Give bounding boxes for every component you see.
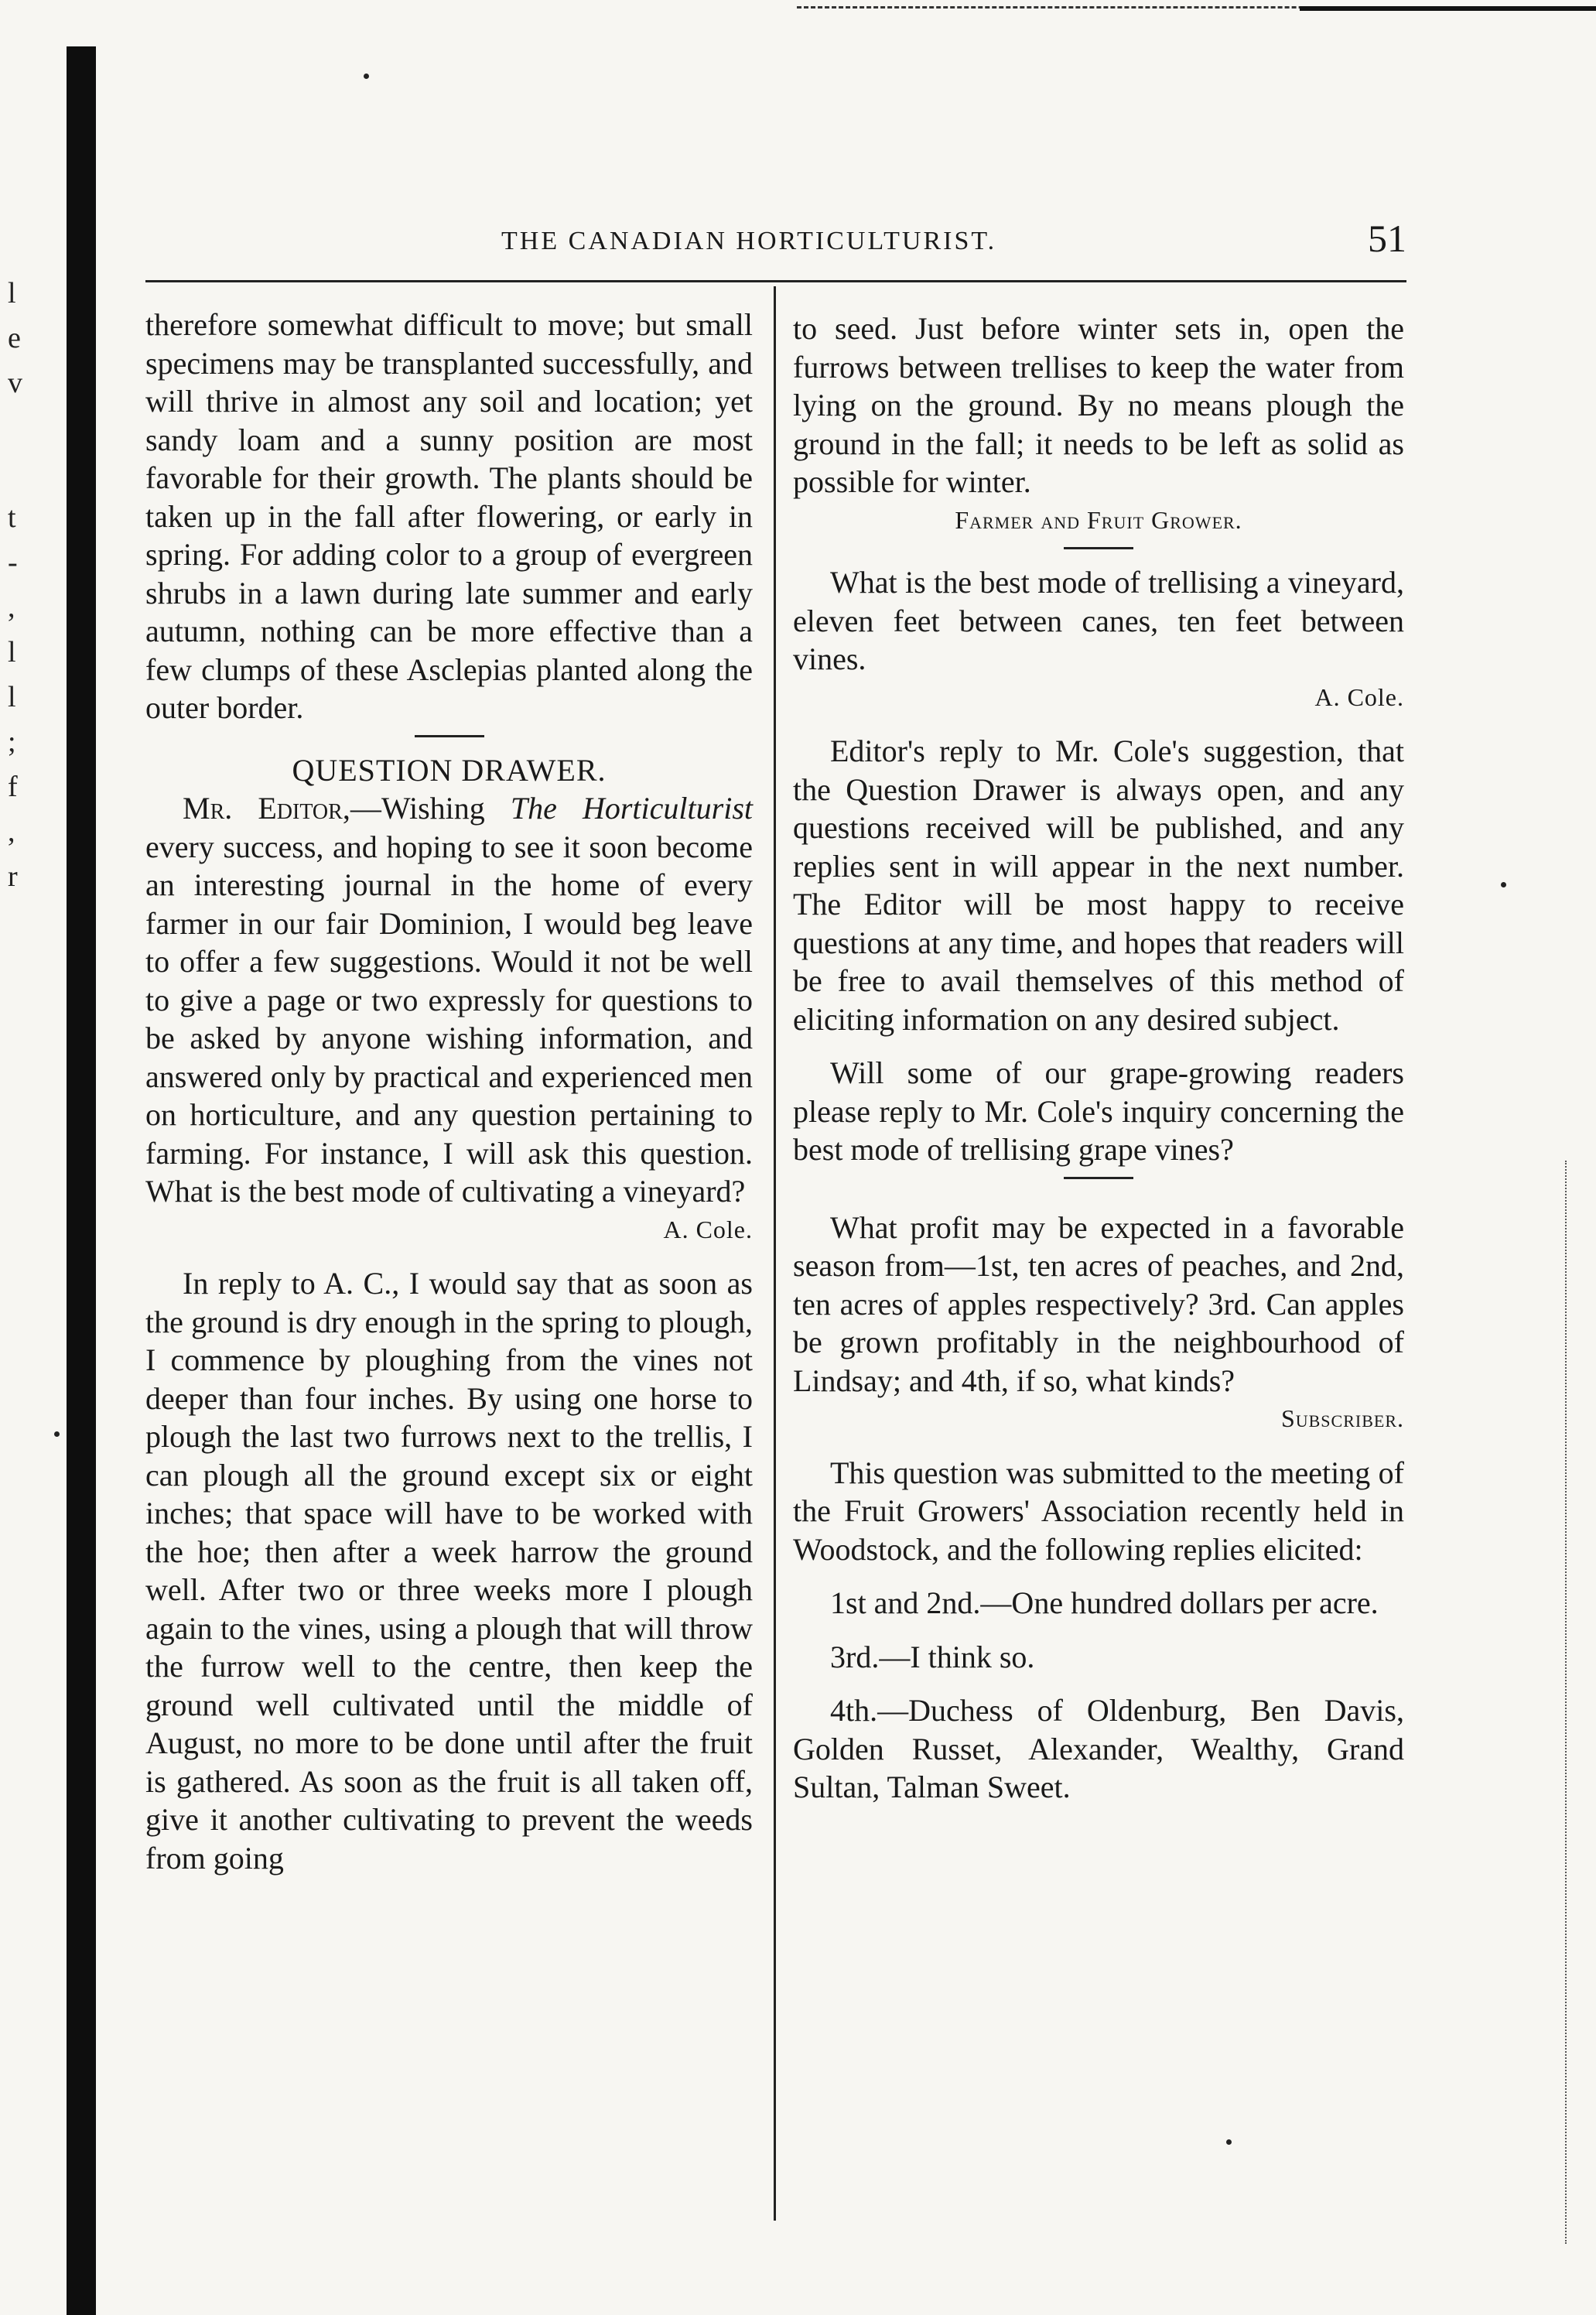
answer-3: 3rd.—I think so. xyxy=(830,1639,1035,1674)
answer-1-2: 1st and 2nd.—One hundred dollars per acre. xyxy=(830,1585,1379,1620)
right-column xyxy=(793,309,1404,1807)
spacer xyxy=(793,1568,1404,1584)
trellis-question: What is the best mode of trellising a vineyard, eleven feet between canes, ten feet between vines. xyxy=(793,565,1404,676)
reply-paragraph: In reply to A. C., I would say that as soon as the ground is dry enough in the spring to plough, I commence by ploughing from the vines not deeper than four inches. By using one horse to plough the last two furrows next to the trellis, I can plough all the ground except six or eight inches; that space will have to be worked with the hoe; then after a week harrow the ground well. After two or three weeks more I plough again to the vines, using a plough that will throw the furrow well to the centre, then keep the ground well cultivated until the middle of August, no more to be done until after the fruit is gathered. As soon as the fruit is all taken off, give it another cultivating to prevent the weeds from going xyxy=(145,1266,753,1876)
running-title: THE CANADIAN HORTICULTURIST. xyxy=(501,227,997,255)
editor-reply: Editor's reply to Mr. Cole's suggestion, that the Question Drawer is always open, and any questions received will be published, and any replies sent in will appear in the next number. The Editor will be most happy to receive questions at any time, and hopes that readers will be free to avail themselves of this method of eliciting information on any desired subject. xyxy=(793,733,1404,1037)
column-divider xyxy=(774,286,776,2221)
separator-2 xyxy=(1064,1177,1133,1179)
page-binding-shadow xyxy=(67,46,96,2315)
spacer xyxy=(793,1676,1404,1691)
spacer xyxy=(793,1623,1404,1638)
header-rule xyxy=(145,280,1406,282)
letter-text-2: every success, and hoping to see it soon become an interesting journal in the home of every farmer in our fair Dominion, I would beg leave to offer a few suggestions. Would it not be well to give a page or two expressly for questions to be asked by anyone wishing information, and answered only by practical and experienced men on horticulture, and any question pertaining to farming. For instance, I will ask this question. What is the best mode of cultivating a vineyard? xyxy=(145,829,753,1209)
right-edge-specks xyxy=(1565,1161,1590,2244)
spacer xyxy=(793,716,1404,732)
speck xyxy=(1501,882,1506,887)
speck xyxy=(364,74,369,79)
trellis-signature: A. Cole. xyxy=(1314,682,1404,711)
letter-paragraph xyxy=(145,789,753,1211)
page-header xyxy=(145,219,1406,265)
section-separator xyxy=(415,735,484,737)
section-heading: QUESTION DRAWER. xyxy=(292,752,607,788)
top-edge-bar xyxy=(1300,6,1596,11)
page-number: 51 xyxy=(1368,217,1406,260)
left-column xyxy=(145,306,753,1877)
association-text: This question was submitted to the meeting of the Fruit Growers' Association recently held in Woodstock, and the following replies elicited: xyxy=(793,1455,1404,1567)
reply-signature: Farmer and Fruit Grower. xyxy=(955,505,1242,534)
letter-salutation: Mr. Editor, xyxy=(183,791,350,826)
spacer xyxy=(145,1249,753,1264)
spacer xyxy=(793,1438,1404,1454)
spacer xyxy=(793,1038,1404,1054)
answer-4: 4th.—Duchess of Oldenburg, Ben Davis, Golden Russet, Alexander, Wealthy, Grand Sultan, Talman Sweet. xyxy=(793,1693,1404,1804)
spacer xyxy=(793,1193,1404,1209)
margin-bleed-marks: l e v t - , l l ; f , r xyxy=(8,277,22,893)
magazine-title: The Horticulturist xyxy=(510,791,753,826)
asclepias-paragraph: therefore somewhat difficult to move; but small specimens may be transplanted successfully, and will thrive in almost any soil and location; yet sandy loam and a sunny position are most favorable for their growth. The plants should be taken up in the fall after flowering, or early in spring. For adding color to a group of evergreen shrubs in a lawn during late summer and early autumn, nothing can be more effective than a few clumps of these Asclepias planted along the outer border. xyxy=(145,307,753,725)
separator-1 xyxy=(1064,547,1133,549)
speck xyxy=(54,1431,60,1437)
letter-signature: A. Cole. xyxy=(663,1215,753,1243)
grape-request: Will some of our grape-growing readers please reply to Mr. Cole's inquiry concerning the best mode of trellising grape vines? xyxy=(793,1055,1404,1167)
speck xyxy=(1226,2139,1232,2145)
letter-text-1: —Wishing xyxy=(350,791,511,826)
profit-question: What profit may be expected in a favorable season from—1st, ten acres of peaches, and 2nd, ten acres of apples respectively? 3rd. Can apples be grown profitably in the neighbourhood of Lindsay; and 4th, if so, what kinds? xyxy=(793,1209,1404,1398)
reply-continued: to seed. Just before winter sets in, open the furrows between trellises to keep the water from lying on the ground. By no means plough the ground in the fall; it needs to be left as solid as possible for winter. xyxy=(793,311,1404,499)
profit-signature: Subscriber. xyxy=(1280,1404,1404,1432)
